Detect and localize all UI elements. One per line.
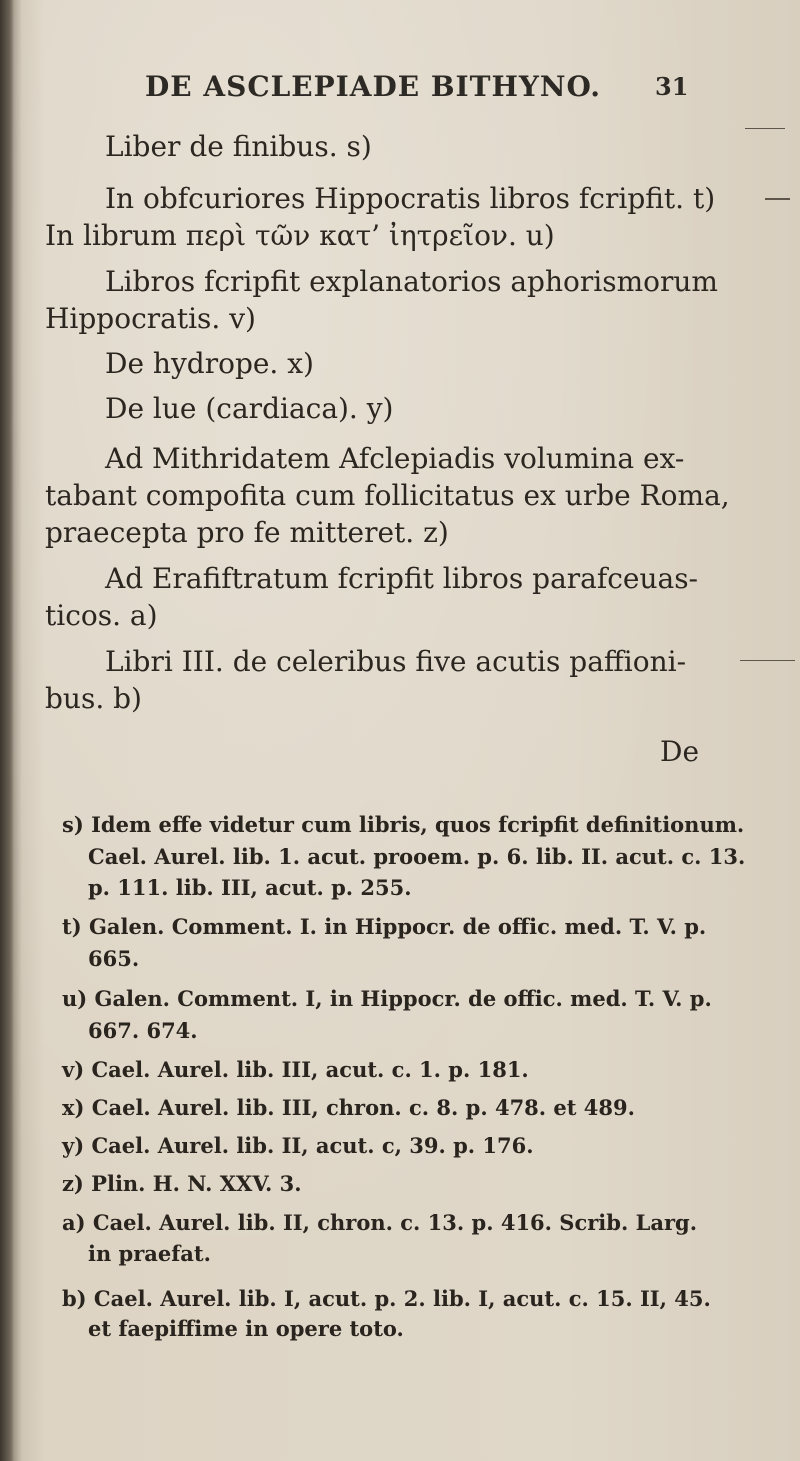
- margin-mark: [740, 660, 795, 661]
- footnote-line: z) Plin. H. N. XXV. 3.: [62, 1171, 302, 1196]
- book-spine-edge: [0, 0, 14, 1461]
- margin-mark: [765, 198, 790, 200]
- catchword: De: [660, 735, 700, 768]
- footnote-line: 667. 674.: [88, 1018, 198, 1043]
- footnote-line: 665.: [88, 946, 140, 971]
- footnote-line: b) Cael. Aurel. lib. I, acut. p. 2. lib. I, acut. c. 15. II, 45.: [62, 1286, 711, 1311]
- text-line: In librum περὶ τῶν κατ’ ἰητρεῖον. u): [45, 219, 555, 252]
- footnote-line: s) Idem effe videtur cum libris, quos fcripfit definitionum.: [62, 812, 745, 837]
- footnote-line: a) Cael. Aurel. lib. II, chron. c. 13. p. 416. Scrib. Larg.: [62, 1210, 698, 1235]
- text-line: ticos. a): [45, 599, 158, 632]
- footnote-line: u) Galen. Comment. I, in Hippocr. de offic. med. T. V. p.: [62, 986, 712, 1011]
- footnote-line: p. 111. lib. III, acut. p. 255.: [88, 875, 412, 900]
- footnote-line: et faepiffime in opere toto.: [88, 1316, 404, 1341]
- text-line: De hydrope. x): [105, 347, 314, 380]
- footnote-line: x) Cael. Aurel. lib. III, chron. c. 8. p. 478. et 489.: [62, 1095, 635, 1120]
- footnote-line: t) Galen. Comment. I. in Hippocr. de offic. med. T. V. p.: [62, 914, 707, 939]
- text-line: bus. b): [45, 682, 142, 715]
- footnote-line: y) Cael. Aurel. lib. II, acut. c, 39. p. 176.: [62, 1133, 534, 1158]
- text-line: De lue (cardiaca). y): [105, 392, 394, 425]
- text-line: Libros fcripfit explanatorios aphorismorum: [105, 265, 718, 298]
- text-line: In obfcuriores Hippocratis libros fcripfit. t): [105, 182, 716, 215]
- text-line: Ad Mithridatem Afclepiadis volumina ex-: [105, 442, 685, 475]
- page-number: 31: [655, 72, 689, 101]
- text-line: Libri III. de celeribus five acutis paffioni-: [105, 645, 687, 678]
- footnote-line: in praefat.: [88, 1241, 211, 1266]
- page-header: [0, 70, 800, 110]
- text-line: tabant compofita cum follicitatus ex urbe Roma,: [45, 479, 730, 512]
- margin-mark: [745, 128, 785, 129]
- text-line: Hippocratis. v): [45, 302, 256, 335]
- footnote-line: Cael. Aurel. lib. 1. acut. prooem. p. 6. lib. II. acut. c. 13.: [88, 844, 746, 869]
- text-line: Ad Erafiftratum fcripfit libros parafceuas-: [105, 562, 699, 595]
- footnote-line: v) Cael. Aurel. lib. III, acut. c. 1. p. 181.: [62, 1057, 529, 1082]
- text-line: Liber de finibus. s): [105, 130, 372, 163]
- running-title: DE ASCLEPIADE BITHYNO.: [145, 70, 602, 103]
- text-line: praecepta pro fe mitteret. z): [45, 516, 449, 549]
